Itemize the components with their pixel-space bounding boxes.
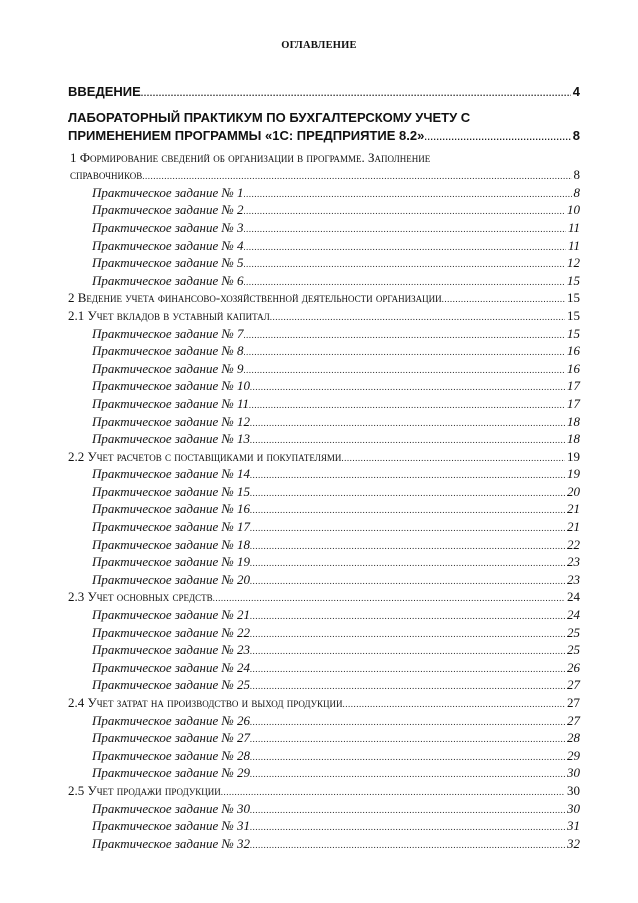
- toc-entry-label: Практическое задание № 31: [92, 818, 250, 834]
- leader-dots: [442, 294, 565, 304]
- leader-dots: [244, 189, 572, 199]
- toc-page-number: 8: [573, 167, 580, 183]
- page-title: ОГЛАВЛЕНИЕ: [281, 40, 357, 51]
- toc-entry-label: 2.1 Учет вкладов в уставный капитал: [68, 307, 270, 323]
- toc-entry-label: Практическое задание № 19: [92, 554, 250, 570]
- toc-entry-s25[interactable]: [68, 783, 580, 801]
- toc-page-number: 27: [567, 712, 580, 728]
- leader-dots: [244, 206, 566, 216]
- toc-entry-task[interactable]: [68, 273, 580, 291]
- toc-entry-label: Практическое задание № 5: [92, 255, 244, 271]
- toc-entry-task[interactable]: [68, 396, 580, 414]
- toc-page-number: 32: [567, 835, 580, 851]
- toc-entry-task[interactable]: [68, 642, 580, 660]
- leader-dots: [250, 505, 565, 515]
- toc-page-number: 12: [567, 255, 580, 271]
- toc-entry-label: Практическое задание № 17: [92, 519, 250, 535]
- toc-entry-label: Практическое задание № 23: [92, 642, 250, 658]
- toc-entry-label: Практическое задание № 8: [92, 343, 244, 359]
- toc-entry-label: Практическое задание № 6: [92, 272, 244, 288]
- toc-entry-label: Практическое задание № 21: [92, 607, 250, 623]
- toc-entry-label: Практическое задание № 26: [92, 712, 250, 728]
- leader-dots: [250, 681, 565, 691]
- toc-page-number: 30: [567, 782, 580, 798]
- leader-dots: [244, 330, 566, 340]
- leader-dots: [244, 277, 566, 287]
- toc-entry-task[interactable]: [68, 607, 580, 625]
- toc-page-number: 15: [567, 307, 580, 323]
- toc-entry-task[interactable]: [68, 484, 580, 502]
- toc-entry-task[interactable]: [68, 220, 580, 238]
- toc-page-number: 16: [567, 360, 580, 376]
- toc-page-number: 17: [567, 378, 580, 394]
- leader-dots: [141, 88, 571, 98]
- toc-entry-s22[interactable]: [68, 449, 580, 467]
- leader-dots: [250, 752, 565, 762]
- leader-dots: [244, 224, 566, 234]
- toc-entry-task[interactable]: [68, 238, 580, 256]
- toc-page-number: 18: [567, 431, 580, 447]
- toc-page-number: 16: [567, 343, 580, 359]
- toc-page-number: 8: [572, 128, 580, 143]
- toc-entry-label: Практическое задание № 7: [92, 325, 244, 341]
- leader-dots: [221, 787, 565, 797]
- leader-dots: [213, 593, 565, 603]
- toc-page-number: 17: [567, 395, 580, 411]
- toc-entry-task[interactable]: [68, 748, 580, 766]
- toc-entry-label: Практическое задание № 14: [92, 466, 250, 482]
- toc-entry-label: 1 Формирование сведений об организации в программе. Заполнение: [70, 149, 431, 165]
- leader-dots: [250, 488, 565, 498]
- leader-dots: [250, 558, 565, 568]
- leader-dots: [250, 840, 565, 850]
- toc-page-number: 24: [567, 607, 580, 623]
- toc-page-number: 24: [567, 589, 580, 605]
- toc-entry-label: Практическое задание № 30: [92, 800, 250, 816]
- toc-entry-label: Практическое задание № 4: [92, 237, 244, 253]
- leader-dots: [343, 699, 565, 709]
- toc-entry-label: 2 Ведение учета финансово-хозяйственной деятельности организации: [68, 290, 442, 306]
- leader-dots: [244, 365, 566, 375]
- toc-page-number: 27: [567, 677, 580, 693]
- toc-entry-label: Практическое задание № 1: [92, 184, 244, 200]
- toc-entry-label: Практическое задание № 16: [92, 501, 250, 517]
- toc-entry-task[interactable]: [68, 554, 580, 572]
- toc-entry-label: Практическое задание № 10: [92, 378, 250, 394]
- toc-entry-label: 2.2 Учет расчетов с поставщиками и покупателями: [68, 448, 342, 464]
- toc-page-number: 15: [567, 325, 580, 341]
- toc-entry-label: Практическое задание № 28: [92, 747, 250, 763]
- toc-page-number: 29: [567, 747, 580, 763]
- leader-dots: [250, 629, 565, 639]
- leader-dots: [250, 822, 565, 832]
- toc-entry-task[interactable]: [68, 801, 580, 819]
- toc-page-number: 27: [567, 695, 580, 710]
- toc-entry-label: Практическое задание № 15: [92, 483, 250, 499]
- toc-entry-label: Практическое задание № 25: [92, 677, 250, 693]
- toc-entry-label: Практическое задание № 12: [92, 413, 250, 429]
- toc-page-number: 18: [567, 413, 580, 429]
- toc-entry-task[interactable]: [68, 660, 580, 678]
- leader-dots: [250, 470, 565, 480]
- leader-dots: [250, 664, 565, 674]
- toc-entry-task[interactable]: [68, 501, 580, 519]
- toc-page-number: 11: [567, 219, 580, 235]
- toc-page-number: 8: [573, 184, 580, 200]
- toc-entry-label: Практическое задание № 22: [92, 624, 250, 640]
- toc-entry-task[interactable]: [68, 343, 580, 361]
- leader-dots: [244, 347, 566, 357]
- leader-dots: [270, 312, 565, 322]
- toc-entry-task[interactable]: [68, 185, 580, 203]
- toc-entry-label: Практическое задание № 9: [92, 360, 244, 376]
- toc-entry-label: ЛАБОРАТОРНЫЙ ПРАКТИКУМ ПО БУХГАЛТЕРСКОМУ УЧЕТУ С: [68, 110, 471, 125]
- toc-entry-task[interactable]: [68, 836, 580, 854]
- toc-entry-task[interactable]: [68, 202, 580, 220]
- leader-dots: [244, 242, 566, 252]
- toc-page-number: 22: [567, 536, 580, 552]
- leader-dots: [250, 418, 565, 428]
- leader-dots: [250, 805, 565, 815]
- toc-entry-task[interactable]: [68, 818, 580, 836]
- toc-page-number: 10: [567, 202, 580, 218]
- toc-entry-task[interactable]: [68, 537, 580, 555]
- toc-page-number: 4: [572, 84, 580, 99]
- toc-entry-label: ВВЕДЕНИЕ: [68, 84, 141, 99]
- toc-entry-label: Практическое задание № 11: [92, 395, 250, 411]
- toc-entry-label: Практическое задание № 29: [92, 765, 250, 781]
- toc-page-number: 19: [567, 466, 580, 482]
- leader-dots: [250, 435, 565, 445]
- toc-entry-s1-line1[interactable]: [68, 150, 580, 168]
- toc-page-number: 30: [567, 800, 580, 816]
- toc-entry-task[interactable]: [68, 730, 580, 748]
- toc-entry-task[interactable]: [68, 326, 580, 344]
- toc-entry-task[interactable]: [68, 572, 580, 590]
- toc-entry-task[interactable]: [68, 677, 580, 695]
- leader-dots: [250, 541, 565, 551]
- leader-dots: [250, 576, 565, 586]
- toc-entry-label: ПРИМЕНЕНИЕМ ПРОГРАММЫ «1С: ПРЕДПРИЯТИЕ 8.2»: [68, 128, 425, 143]
- toc-page-number: 21: [567, 519, 580, 535]
- toc-entry-label: Практическое задание № 27: [92, 730, 250, 746]
- toc-entry-label: Практическое задание № 2: [92, 202, 244, 218]
- toc-page-number: 11: [567, 237, 580, 253]
- leader-dots: [250, 769, 565, 779]
- toc-entry-s21[interactable]: [68, 308, 580, 326]
- toc-page-number: 15: [567, 290, 580, 306]
- leader-dots: [424, 132, 570, 142]
- toc-page-number: 25: [567, 642, 580, 658]
- toc-entry-label: Практическое задание № 18: [92, 536, 250, 552]
- leader-dots: [341, 453, 565, 463]
- toc-page-number: 15: [567, 272, 580, 288]
- toc-entry-task[interactable]: [68, 255, 580, 273]
- toc-entry-label: Практическое задание № 3: [92, 219, 244, 235]
- toc-page-number: 19: [567, 448, 580, 464]
- leader-dots: [250, 523, 565, 533]
- toc-entry-s2[interactable]: [68, 290, 580, 308]
- toc-entry-lab-line1[interactable]: [68, 110, 580, 128]
- toc-page-number: 23: [567, 571, 580, 587]
- toc-entry-label: 2.5 Учет продажи продукции: [68, 782, 221, 798]
- toc-entry-task[interactable]: [68, 519, 580, 537]
- toc-page-number: 31: [567, 818, 580, 834]
- toc-page-number: 21: [567, 501, 580, 517]
- toc-page-number: 26: [567, 659, 580, 675]
- toc-page-number: 20: [567, 483, 580, 499]
- toc-entry-label: Практическое задание № 20: [92, 571, 250, 587]
- leader-dots: [250, 717, 565, 727]
- toc-entry-label: справочников: [70, 167, 143, 183]
- toc-entry-task[interactable]: [68, 378, 580, 396]
- toc-entry-s1[interactable]: [68, 167, 580, 185]
- toc-entry-task[interactable]: [68, 414, 580, 432]
- leader-dots: [244, 259, 566, 269]
- toc-entry-lab[interactable]: [68, 128, 580, 146]
- toc-page-number: 23: [567, 554, 580, 570]
- toc-entry-task[interactable]: [68, 765, 580, 783]
- toc-entry-intro[interactable]: [68, 84, 580, 104]
- toc-entry-task[interactable]: [68, 466, 580, 484]
- leader-dots: [250, 611, 565, 621]
- toc-entry-label: Практическое задание № 13: [92, 431, 250, 447]
- table-of-contents: [68, 84, 580, 853]
- toc-entry-s23[interactable]: [68, 589, 580, 607]
- toc-entry-task[interactable]: [68, 713, 580, 731]
- toc-entry-task[interactable]: [68, 361, 580, 379]
- leader-dots: [249, 400, 565, 410]
- toc-entry-label: Практическое задание № 24: [92, 659, 250, 675]
- toc-entry-label: 2.4 Учет затрат на производство и выход продукции: [68, 695, 343, 710]
- leader-dots: [250, 646, 565, 656]
- toc-page-number: 28: [567, 730, 580, 746]
- toc-entry-label: Практическое задание № 32: [92, 835, 250, 851]
- toc-entry-task[interactable]: [68, 625, 580, 643]
- toc-page-number: 25: [567, 624, 580, 640]
- leader-dots: [250, 734, 565, 744]
- toc-entry-label: 2.3 Учет основных средств: [68, 589, 213, 605]
- leader-dots: [250, 382, 565, 392]
- toc-page-number: 30: [567, 765, 580, 781]
- toc-entry-task[interactable]: [68, 431, 580, 449]
- leader-dots: [142, 171, 571, 181]
- toc-entry-s24[interactable]: [68, 695, 580, 713]
